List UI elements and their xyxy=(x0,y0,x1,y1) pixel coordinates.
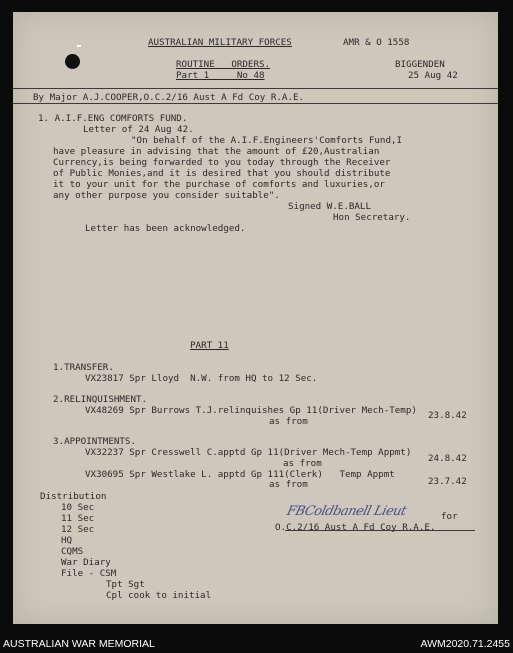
footer-right: AWM2020.71.2455 xyxy=(420,638,510,650)
signature-unit: O.C.2/16 Aust A Fd Coy R.A.E. xyxy=(275,522,436,533)
appointments-heading: 3.APPOINTMENTS. xyxy=(53,436,136,447)
item1-acknowledged: Letter has been acknowledged. xyxy=(85,223,246,234)
part-number: Part 1 No 48 xyxy=(176,70,265,81)
document-title: AUSTRALIAN MILITARY FORCES xyxy=(148,37,292,48)
distribution-sub-item: Cpl cook to initial xyxy=(106,590,212,601)
distribution-item: CQMS xyxy=(61,546,84,557)
item1-body-line: have pleasure in advising that the amount of £20,Australian xyxy=(53,146,380,157)
item1-heading: 1. A.I.F.ENG COMFORTS FUND. xyxy=(38,113,188,124)
distribution-sub-item: Tpt Sgt xyxy=(106,579,145,590)
issued-by: By Major A.J.COOPER,O.C.2/16 Aust A Fd Coy R.A.E. xyxy=(33,92,305,103)
routine-orders-heading: ROUTINE ORDERS. xyxy=(176,59,271,70)
header-rule-bottom xyxy=(13,103,498,104)
item1-signed: Signed W.E.BALL xyxy=(288,201,371,212)
appointment-date-1: 24.8.42 xyxy=(428,453,467,464)
transfer-heading: 1.TRANSFER. xyxy=(53,362,114,373)
relinquishment-date: 23.8.42 xyxy=(428,410,467,421)
punch-hole xyxy=(65,54,80,69)
item1-body-line: Currency,is being forwarded to you today through the Receiver xyxy=(53,157,391,168)
distribution-item: HQ xyxy=(61,535,73,546)
appointment-as-from-2: as from xyxy=(269,479,308,490)
item1-signer-title: Hon Secretary. xyxy=(333,212,411,223)
document-page xyxy=(13,12,498,624)
item1-body-line: "On behalf of the A.I.F.Engineers'Comforts Fund,I xyxy=(131,135,403,146)
distribution-item: 10 Sec xyxy=(61,502,95,513)
order-date: 25 Aug 42 xyxy=(408,70,458,81)
distribution-item: War Diary xyxy=(61,557,111,568)
footer-left: AUSTRALIAN WAR MEMORIAL xyxy=(3,638,155,650)
appointment-line-2: VX30695 Spr Westlake L. apptd Gp 111(Clerk) Temp Appmt xyxy=(85,469,395,480)
appointment-as-from-1: as from xyxy=(283,458,322,469)
appointment-line-1: VX32237 Spr Cresswell C.apptd Gp 11(Driver Mech-Temp Appmt) xyxy=(85,447,412,458)
distribution-item: 11 Sec xyxy=(61,513,95,524)
relinquishment-as-from: as from xyxy=(269,416,308,427)
distribution-heading: Distribution xyxy=(40,491,107,502)
transfer-line: VX23817 Spr Lloyd N.W. from HQ to 12 Sec. xyxy=(85,373,318,384)
item1-letter: Letter of 24 Aug 42. xyxy=(83,124,194,135)
form-number: AMR & O 1558 xyxy=(343,37,410,48)
item1-body-line: any other purpose you consider suitable". xyxy=(53,190,280,201)
handwritten-signature: FBColdbanell Lieut xyxy=(285,504,408,519)
place: BIGGENDEN xyxy=(395,59,445,70)
header-rule-top xyxy=(13,88,498,89)
relinquishment-heading: 2.RELINQUISHMENT. xyxy=(53,394,148,405)
appointment-date-2: 23.7.42 xyxy=(428,476,467,487)
item1-body-line: of Public Monies,and it is desired that you should distribute xyxy=(53,168,391,179)
relinquishment-line: VX48269 Spr Burrows T.J.relinquishes Gp 11(Driver Mech-Temp) xyxy=(85,405,417,416)
paper-mark xyxy=(77,45,81,47)
signature-for: for xyxy=(441,511,458,522)
part2-heading: PART 11 xyxy=(190,340,229,351)
distribution-item: File - CSM xyxy=(61,568,117,579)
item1-body-line: it to your unit for the purchase of comforts and luxuries,or xyxy=(53,179,385,190)
distribution-item: 12 Sec xyxy=(61,524,95,535)
